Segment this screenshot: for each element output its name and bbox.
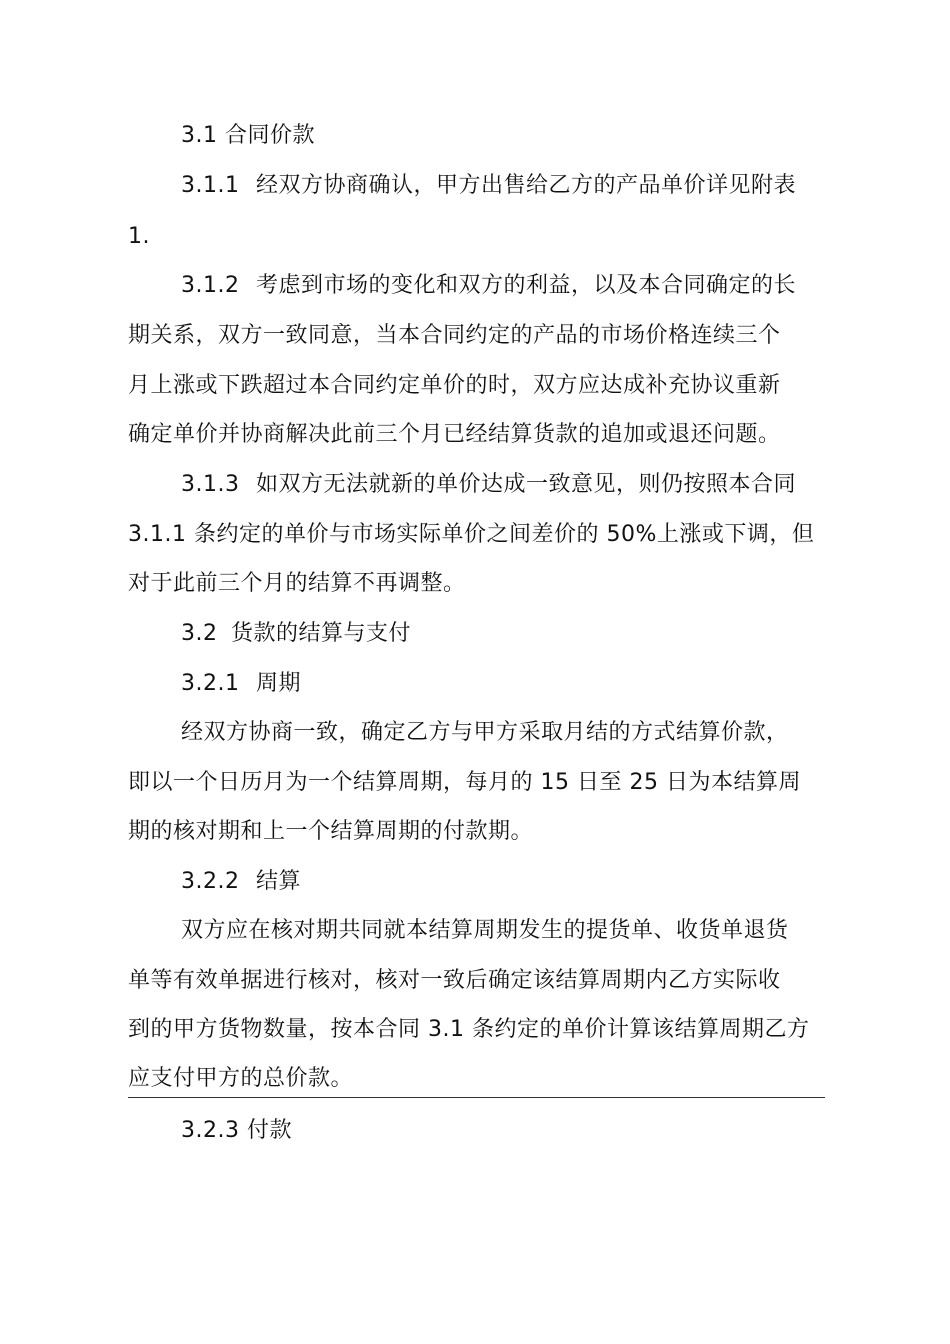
clause-3-1-3-text-line: 如双方无法就新的单价达成一致意见，则仍按照本合同	[256, 472, 797, 497]
clause-3-2-2-number: 3.2.2	[181, 869, 240, 894]
clause-3-1-2-text-line: 期关系，双方一致同意，当本合同约定的产品的市场价格连续三个	[128, 323, 781, 348]
clause-3-2-1-text-line: 经双方协商一致，确定乙方与甲方采取月结的方式结算价款，	[181, 720, 789, 745]
clause-3-2-1-text-line: 即以一个日历月为一个结算周期，每月的 15 日至 25 日为本结算周	[128, 770, 801, 795]
clause-3-1-2-text-line: 月上涨或下跌超过本合同约定单价的时，双方应达成补充协议重新	[128, 373, 781, 398]
clause-3-1-3-text-line: 对于此前三个月的结算不再调整。	[128, 571, 466, 596]
clause-3-1-1-number: 3.1.1	[181, 173, 240, 198]
clause-3-2-1-text-line: 期的核对期和上一个结算周期的付款期。	[128, 819, 534, 844]
clause-3-1-1-text-line: 经双方协商确认，甲方出售给乙方的产品单价详见附表	[256, 173, 797, 198]
clause-3-2-2-text-line: 到的甲方货物数量，按本合同 3.1 条约定的单价计算该结算周期乙方	[128, 1017, 810, 1042]
clause-3-2-2-title: 结算	[256, 869, 302, 894]
clause-3-2-2-text-line: 单等有效单据进行核对，核对一致后确定该结算周期内乙方实际收	[128, 968, 781, 993]
section-3-1-heading: 3.1 合同价款	[181, 123, 315, 148]
clause-3-1-2-number: 3.1.2	[181, 273, 240, 298]
clause-3-1-1-text-line: 1.	[128, 224, 150, 249]
clause-3-2-2-text-line: 双方应在核对期共同就本结算周期发生的提货单、收货单退货	[181, 918, 789, 943]
section-3-2-heading: 货款的结算与支付	[231, 621, 412, 646]
clause-3-2-2-text-line: 应支付甲方的总价款。	[128, 1066, 354, 1091]
clause-3-2-1-title: 周期	[256, 671, 302, 696]
section-3-2-number: 3.2	[181, 621, 218, 646]
clause-3-2-1-number: 3.2.1	[181, 671, 240, 696]
clause-3-2-3-heading: 3.2.3 付款	[181, 1118, 292, 1143]
clause-3-1-3-text-line: 3.1.1 条约定的单价与市场实际单价之间差价的 50%上涨或下调，但	[128, 522, 815, 547]
clause-3-1-3-number: 3.1.3	[181, 472, 240, 497]
horizontal-divider	[128, 1097, 825, 1098]
clause-3-1-2-text-line: 考虑到市场的变化和双方的利益，以及本合同确定的长	[256, 273, 797, 298]
clause-3-1-2-text-line: 确定单价并协商解决此前三个月已经结算货款的追加或退还问题。	[128, 422, 781, 447]
